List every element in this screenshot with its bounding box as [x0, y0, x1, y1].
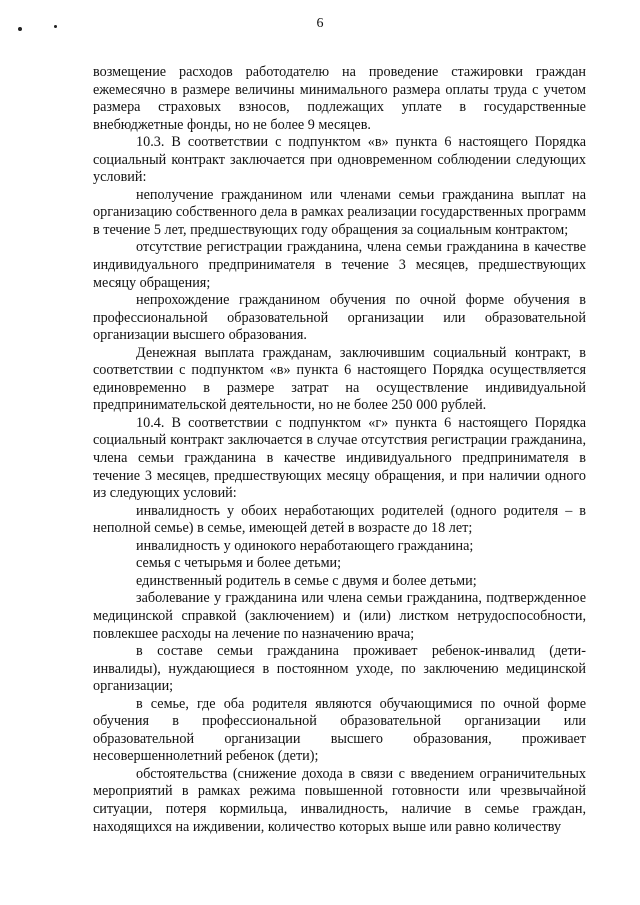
paragraph: в составе семьи гражданина проживает ребенок-инвалид (дети-инвалиды), нуждающиеся в постоянном уходе, по заключению медицинской организации;: [93, 643, 586, 695]
paragraph: обстоятельства (снижение дохода в связи с введением ограничительных мероприятий в рамках режима повышенной готовности или чрезвычайной ситуации, потеря кормильца, инвалидность, наличие в семье граждан, находящихся на иждивении, количество которых выше или равно количеству: [93, 765, 586, 835]
paragraph: заболевание у гражданина или члена семьи гражданина, подтвержденное медицинской справкой (заключением) и (или) листком нетрудоспособности, повлекшее расходы на лечение по назначению врача;: [93, 590, 586, 642]
paragraph: инвалидность у одинокого неработающего гражданина;: [136, 537, 474, 554]
document-body: [93, 64, 586, 836]
paragraph: инвалидность у обоих неработающих родителей (одного родителя – в неполной семье) в семье, имеющей детей в возрасте до 18 лет;: [93, 502, 586, 537]
paragraph: непрохождение гражданином обучения по очной форме обучения в профессиональной образовательной организации или образовательной организации высшего образования.: [93, 292, 586, 344]
paragraph: возмещение расходов работодателю на проведение стажировки граждан ежемесячно в размере величины минимального размера оплаты труда с учетом размера страховых взносов, подлежащих уплате в государственные внебюджетные фонды, но не более 9 месяцев.: [93, 64, 586, 133]
page-number: 6: [316, 16, 324, 31]
paragraph: семья с четырьмя и более детьми;: [136, 555, 342, 572]
paragraph: неполучение гражданином или членами семьи гражданина выплат на организацию собственного дела в рамках реализации государственных программ в течение 5 лет, предшествующих году обращения за социальным контрактом;: [93, 186, 586, 238]
paragraph: единственный родитель в семье с двумя и более детьми;: [136, 572, 477, 589]
paragraph: в семье, где оба родителя являются обучающимися по очной форме обучения в профессиональной образовательной организации или образовательной организации высшего образования, проживает несовершеннолетний ребенок (дети);: [93, 695, 586, 765]
paragraph: 10.4. В соответствии с подпунктом «г» пункта 6 настоящего Порядка социальный контракт заключается в случае отсутствия регистрации гражданина, члена семьи гражданина в качестве индивидуального предпринимателя в течение 3 месяцев, предшествующих месяцу обращения, и при наличии одного из следующих условий:: [93, 414, 586, 502]
paragraph: 10.3. В соответствии с подпунктом «в» пункта 6 настоящего Порядка социальный контракт заключается при одновременном соблюдении следующих условий:: [93, 134, 586, 186]
paragraph: Денежная выплата гражданам, заключившим социальный контракт, в соответствии с подпунктом «в» пункта 6 настоящего Порядка осуществляется единовременно в размере затрат на осуществление индивидуальной предпринимательской деятельности, но не более 250 000 рублей.: [93, 344, 586, 414]
paragraph: отсутствие регистрации гражданина, члена семьи гражданина в качестве индивидуального предпринимателя в течение 3 месяцев, предшествующих месяцу обращения;: [93, 239, 586, 291]
